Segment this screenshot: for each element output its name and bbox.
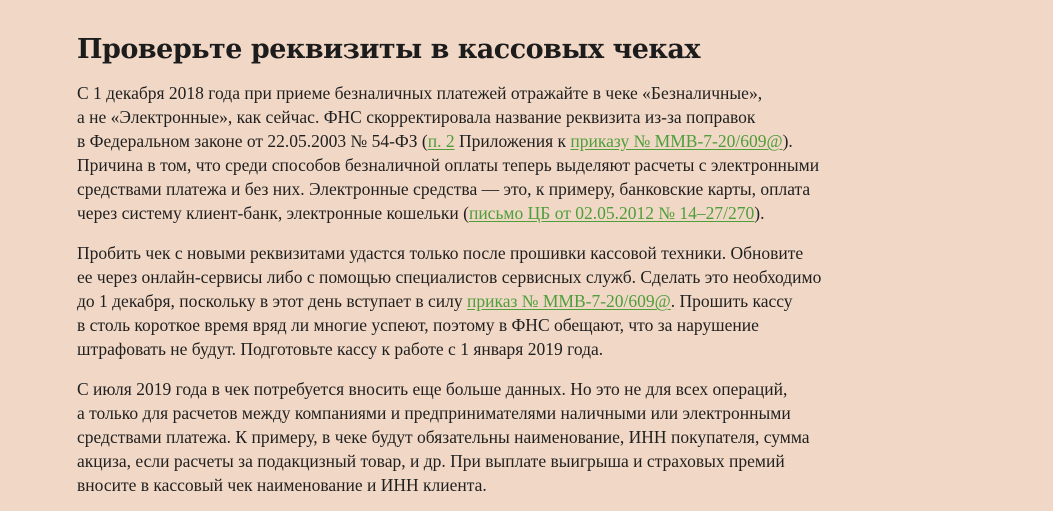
link-order-mmv-7-20-609[interactable]: приказу № ММВ-7-20/609@: [570, 131, 783, 151]
paragraph-2-line-3: [77, 289, 1053, 313]
link-order-mmv-7-20-609-2[interactable]: приказ № ММВ-7-20/609@: [466, 291, 671, 311]
paragraph-2-line-3-text-a: до 1 декабря, поскольку в этот день вступает в силу: [77, 291, 467, 311]
paragraph-1-line-6-text-a: через систему клиент-банк, электронные кошельки (: [77, 203, 469, 223]
paragraph-1-line-4: Причина в том, что среди способов безналичной оплаты теперь выделяют расчеты с электронными: [77, 155, 820, 175]
paragraph-3-line-1: С июля 2019 года в чек потребуется вносить еще больше данных. Но это не для всех операций,: [77, 379, 788, 399]
link-cb-letter[interactable]: письмо ЦБ от 02.05.2012 № 14–27/270: [468, 203, 755, 223]
paragraph-1: [77, 81, 1053, 225]
paragraph-1-line-5: средствами платежа и без них. Электронные средства — это, к примеру, банковские карты, оплата: [77, 179, 811, 199]
paragraph-1-line-3: [77, 129, 1053, 153]
paragraph-3-line-2: а только для расчетов между компаниями и предпринимателями наличными или электронными: [77, 403, 791, 423]
paragraph-1-line-1: С 1 декабря 2018 года при приеме безналичных платежей отражайте в чеке «Безналичные»,: [77, 83, 763, 103]
link-item-2[interactable]: п. 2: [427, 131, 455, 151]
paragraph-3: [77, 377, 1053, 497]
paragraph-1-line-6-text-b: ).: [754, 203, 765, 223]
paragraph-1-line-3-text-b: Приложения к: [454, 131, 571, 151]
paragraph-2-line-2: ее через онлайн-сервисы либо с помощью специалистов сервисных служб. Сделать это необходимо: [77, 267, 822, 287]
paragraph-3-line-4: акциза, если расчеты за подакцизный товар, и др. При выплате выигрыша и страховых премий: [77, 451, 785, 471]
paragraph-1-line-2: а не «Электронные», как сейчас. ФНС скорректировала название реквизита из-за поправок: [77, 107, 756, 127]
paragraph-2-line-5: штрафовать не будут. Подготовьте кассу к работе с 1 января 2019 года.: [77, 339, 604, 359]
paragraph-2: [77, 241, 1053, 361]
paragraph-1-line-3-text-c: ).: [782, 131, 793, 151]
article-title: Проверьте реквизиты в кассовых чеках: [77, 34, 701, 65]
paragraph-2-line-4: в столь короткое время вряд ли многие успеют, поэтому в ФНС обещают, что за нарушение: [77, 315, 759, 335]
paragraph-1-line-6: [77, 201, 1053, 225]
paragraph-3-line-3: средствами платежа. К примеру, в чеке будут обязательны наименование, ИНН покупателя, сумма: [77, 427, 810, 447]
paragraph-3-line-5: вносите в кассовый чек наименование и ИНН клиента.: [77, 475, 487, 495]
paragraph-2-line-1: Пробить чек с новыми реквизитами удастся только после прошивки кассовой техники. Обновите: [77, 243, 804, 263]
paragraph-2-line-3-text-b: . Прошить кассу: [670, 291, 793, 311]
paragraph-1-line-3-text-a: в Федеральном законе от 22.05.2003 № 54-ФЗ (: [77, 131, 428, 151]
